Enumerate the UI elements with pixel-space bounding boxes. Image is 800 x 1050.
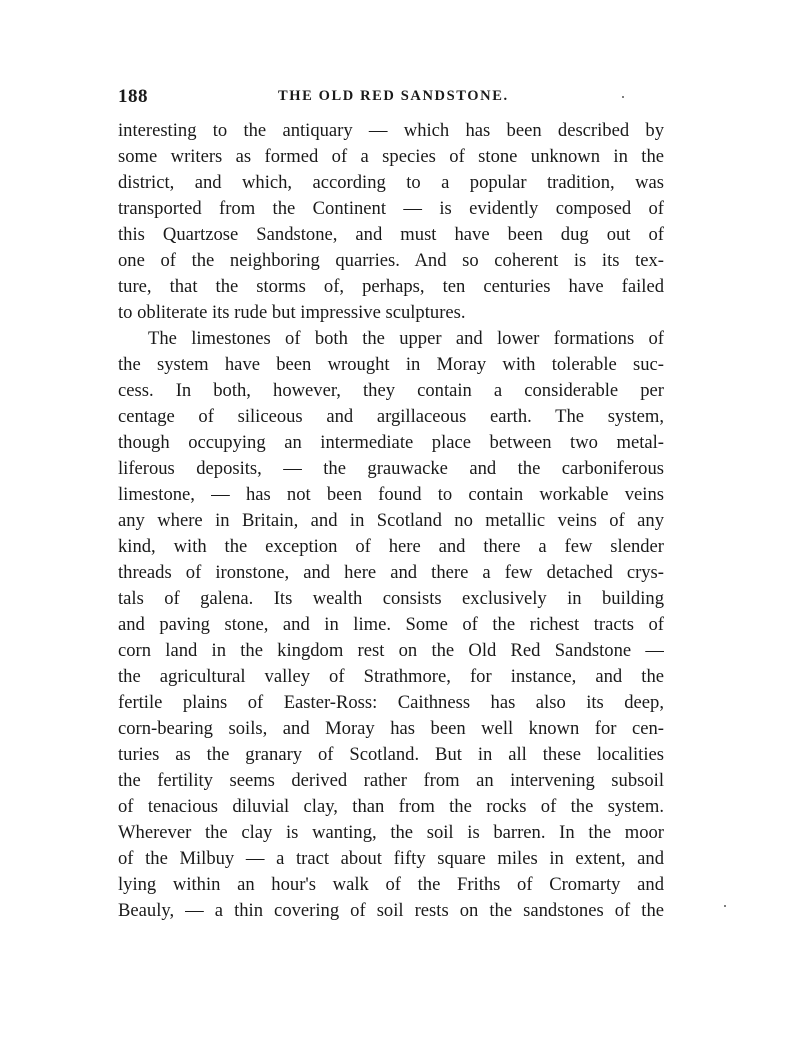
text-line: Beauly, — a thin covering of soil rests on the sandstones of the xyxy=(118,900,664,921)
text-line: Wherever the clay is wanting, the soil is barren. In the moor xyxy=(118,822,664,843)
text-line: district, and which, according to a popular tradition, was xyxy=(118,172,664,193)
text-line: the system have been wrought in Moray with tolerable suc- xyxy=(118,354,664,375)
text-line: to obliterate its rude but impressive sculptures. xyxy=(118,302,466,323)
text-line: and paving stone, and in lime. Some of the richest tracts of xyxy=(118,614,664,635)
text-line: any where in Britain, and in Scotland no metallic veins of any xyxy=(118,510,664,531)
text-line: lying within an hour's walk of the Friths of Cromarty and xyxy=(118,874,664,895)
text-line: ture, that the storms of, perhaps, ten centuries have failed xyxy=(118,276,664,297)
text-line: the agricultural valley of Strathmore, for instance, and the xyxy=(118,666,664,687)
paragraph-continuation xyxy=(118,118,664,326)
paragraph-limestones xyxy=(118,326,664,924)
text-line: threads of ironstone, and here and there a few detached crys- xyxy=(118,562,664,583)
text-line: transported from the Continent — is evidently composed of xyxy=(118,198,664,219)
text-line: fertile plains of Easter-Ross: Caithness has also its deep, xyxy=(118,692,664,713)
text-line: some writers as formed of a species of stone unknown in the xyxy=(118,146,664,167)
text-line: kind, with the exception of here and there a few slender xyxy=(118,536,664,557)
text-line: the fertility seems derived rather from an intervening subsoil xyxy=(118,770,664,791)
text-line: of tenacious diluvial clay, than from the rocks of the system. xyxy=(118,796,664,817)
text-line: tals of galena. Its wealth consists exclusively in building xyxy=(118,588,664,609)
print-speck xyxy=(724,905,726,907)
text-line: The limestones of both the upper and lower formations of xyxy=(148,328,664,349)
text-line: corn-bearing soils, and Moray has been well known for cen- xyxy=(118,718,664,739)
text-line: liferous deposits, — the grauwacke and the carboniferous xyxy=(118,458,664,479)
text-line: though occupying an intermediate place between two metal- xyxy=(118,432,664,453)
text-line: interesting to the antiquary — which has been described by xyxy=(118,120,664,141)
text-line: corn land in the kingdom rest on the Old Red Sandstone — xyxy=(118,640,664,661)
text-line: one of the neighboring quarries. And so coherent is its tex- xyxy=(118,250,664,271)
text-line: of the Milbuy — a tract about fifty square miles in extent, and xyxy=(118,848,664,869)
page-number: 188 xyxy=(118,86,148,107)
text-line: centage of siliceous and argillaceous earth. The system, xyxy=(118,406,664,427)
print-speck xyxy=(622,96,624,98)
text-line: turies as the granary of Scotland. But in all these localities xyxy=(118,744,664,765)
running-title: THE OLD RED SANDSTONE. xyxy=(278,88,509,104)
text-line: limestone, — has not been found to contain workable veins xyxy=(118,484,664,505)
running-head xyxy=(118,86,664,112)
text-line: this Quartzose Sandstone, and must have been dug out of xyxy=(118,224,664,245)
text-line: cess. In both, however, they contain a considerable per xyxy=(118,380,664,401)
body-text xyxy=(118,118,664,924)
